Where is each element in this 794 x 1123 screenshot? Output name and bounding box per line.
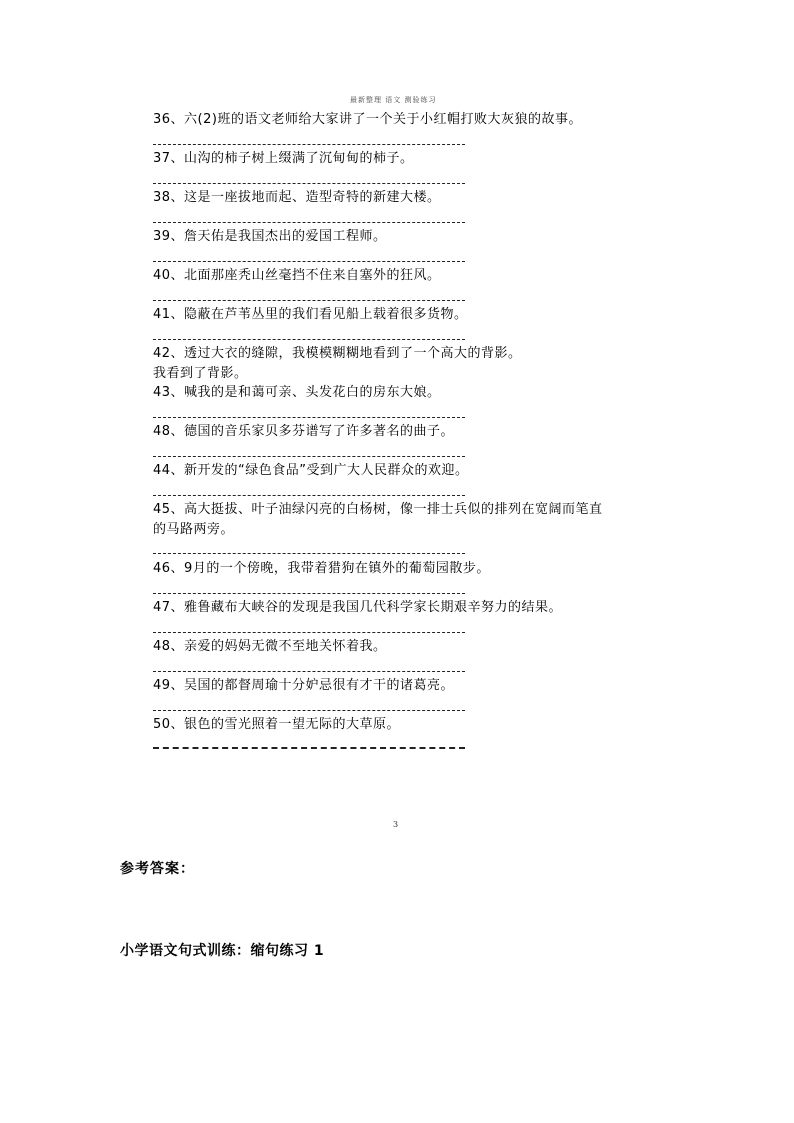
answer-blank[interactable] [153, 339, 465, 340]
exercise-sentence: 六(2)班的语文老师给大家讲了一个关于小红帽打败大灰狼的故事。 [184, 112, 582, 127]
answer-blank[interactable] [153, 300, 465, 301]
exercise-sentence: 北面那座秃山丝毫挡不住来自塞外的狂风。 [184, 268, 441, 283]
exercise-number: 46、 [153, 561, 185, 576]
exercise-item [153, 462, 469, 480]
exercise-item [153, 638, 387, 656]
exercise-number: 40、 [153, 268, 185, 283]
exercise-number: 41、 [153, 307, 185, 322]
exercise-sentence: 银色的雪光照着一望无际的大草原。 [184, 717, 401, 732]
exercise-sentence: 亲爱的妈妈无微不至地关怀着我。 [184, 639, 387, 654]
exercise-number: 43、 [153, 385, 185, 400]
exercise-item [153, 501, 603, 519]
exercise-item [153, 423, 454, 441]
answer-blank[interactable] [153, 222, 465, 223]
exercise-sentence: 9月的一个傍晚，我带着猎狗在镇外的葡萄园散步。 [184, 561, 490, 576]
exercise-sentence: 山沟的柿子树上缀满了沉甸甸的柿子。 [184, 151, 414, 166]
exercise-sentence: 詹天佑是我国杰出的爱国工程师。 [184, 229, 387, 244]
exercise-item [153, 228, 387, 246]
exercise-item [153, 677, 454, 695]
answer-blank[interactable] [153, 710, 465, 711]
exercise-number: 42、 [153, 346, 185, 361]
page-header: 最新整理 语文 测验练习 [350, 96, 437, 104]
exercise-sentence: 这是一座拔地而起、造型奇特的新建大楼。 [184, 190, 441, 205]
exercise-number: 45、 [153, 502, 185, 517]
exercise-item [153, 384, 441, 402]
answer-heading: 参考答案： [120, 861, 195, 877]
exercise-sentence: 喊我的是和蔼可亲、头发花白的房东大娘。 [184, 385, 441, 400]
answer-blank[interactable] [153, 671, 465, 672]
exercise-item [153, 345, 522, 363]
exercise-item [153, 560, 490, 578]
exercise-answer-text: 我看到了背影。 [153, 366, 248, 381]
exercise-number: 49、 [153, 678, 185, 693]
exercise-number: 48、 [153, 639, 185, 654]
answer-blank[interactable] [153, 183, 465, 184]
exercise-item [153, 267, 441, 285]
exercise-sentence: 透过大衣的缝隙，我模模糊糊地看到了一个高大的背影。 [184, 346, 522, 361]
exercise-sentence: 隐蔽在芦苇丛里的我们看见船上载着很多货物。 [184, 307, 468, 322]
exercise-number: 50、 [153, 717, 185, 732]
exercise-number: 38、 [153, 190, 185, 205]
exercise-item [153, 189, 441, 207]
answer-blank[interactable] [153, 632, 465, 633]
exercise-number: 47、 [153, 600, 185, 615]
exercise-item [153, 306, 468, 324]
exercise-item [153, 599, 562, 617]
answer-blank[interactable] [153, 261, 465, 262]
exercise-sentence: 吴国的都督周瑜十分妒忌很有才干的诸葛亮。 [184, 678, 455, 693]
answer-blank[interactable] [153, 417, 465, 418]
exercise-sentence: 德国的音乐家贝多芬谱写了许多著名的曲子。 [184, 424, 455, 439]
answer-blank[interactable] [153, 144, 465, 145]
exercise-item [153, 111, 582, 129]
answer-blank[interactable] [153, 593, 465, 594]
exercise-number: 44、 [153, 463, 185, 478]
answer-blank[interactable] [153, 456, 465, 457]
exercise-continuation: 的马路两旁。 [153, 522, 235, 537]
page-number: 3 [393, 820, 399, 829]
exercise-sentence: 雅鲁藏布大峡谷的发现是我国几代科学家长期艰辛努力的结果。 [184, 600, 563, 615]
exercise-item [153, 716, 400, 734]
exercise-item [153, 150, 414, 168]
exercise-sentence: 新开发的“绿色食品”受到广大人民群众的欢迎。 [184, 463, 469, 478]
exercise-number: 36、 [153, 112, 185, 127]
exercise-sentence: 高大挺拔、叶子油绿闪亮的白杨树，像一排士兵似的排列在宽阔而笔直 [184, 502, 603, 517]
exercise-number: 37、 [153, 151, 185, 166]
section-title: 小学语文句式训练：缩句练习 1 [120, 943, 325, 959]
answer-blank[interactable] [153, 747, 465, 749]
exercise-number: 39、 [153, 229, 185, 244]
answer-blank[interactable] [153, 495, 465, 496]
answer-blank[interactable] [153, 553, 465, 554]
exercise-number: 48、 [153, 424, 185, 439]
